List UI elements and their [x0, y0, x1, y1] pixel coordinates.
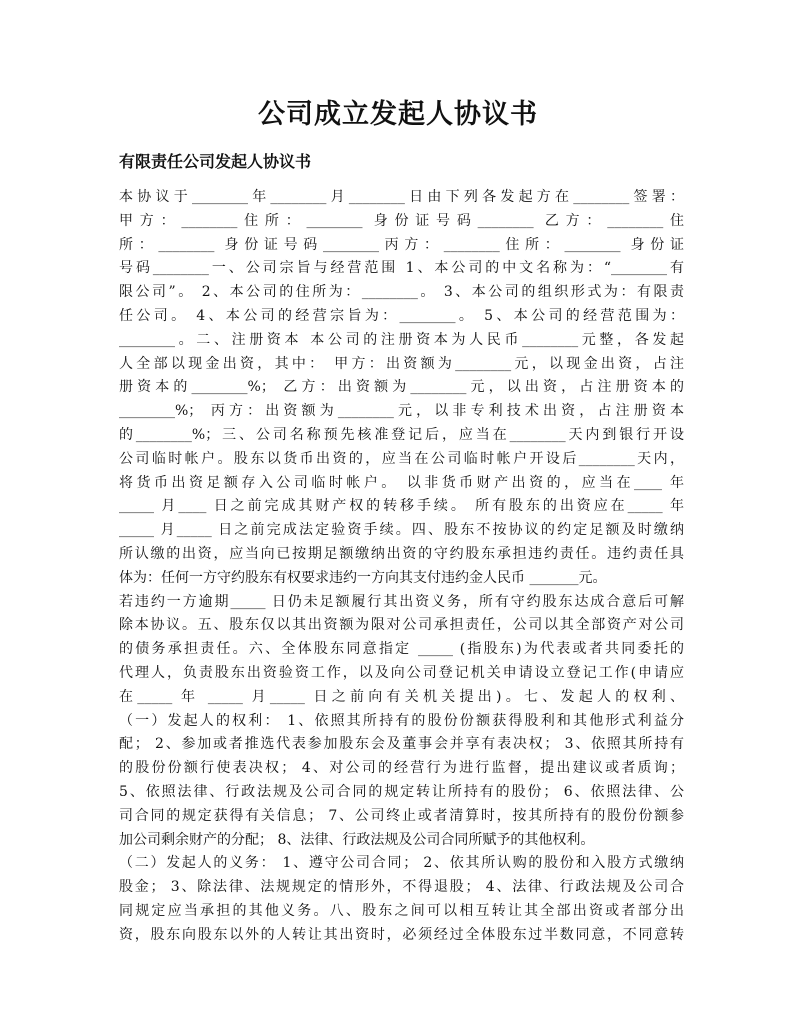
body-line: _____ 月_____ 日之前完成法定验资手续。四、股东不按协议的约定足额及时缴纳 — [119, 522, 684, 539]
body-line: （一）发起人的权利： 1、依照其所持有的股份份额获得股利和其他形式利益分 — [119, 712, 684, 729]
body-line: 所：________ 身份证号码________丙方：________住所：________ 身份证 — [119, 236, 684, 253]
body-line: 的债务承担责任。六、全体股东同意指定 _____ (指股东)为代表或者共同委托的 — [119, 641, 684, 658]
body-line: 配； 2、参加或者推选代表参加股东会及董事会并享有表决权； 3、依照其所持有 — [119, 736, 684, 753]
body-line: 本协议于________年________月________日由下列各发起方在________签署： — [119, 189, 684, 205]
body-line: ________。二、注册资本 本公司的注册资本为人民币________元整，各发起 — [119, 331, 684, 348]
body-line: 限公司”。 2、本公司的住所为：________。 3、本公司的组织形式为：有限责 — [119, 284, 684, 301]
body-line: （二）发起人的义务： 1、遵守公司合同； 2、依其所认购的股份和入股方式缴纳 — [119, 855, 684, 872]
document-body — [119, 186, 684, 948]
body-line: 5、依照法律、行政法规及公司合同的规定转让所持有的股份； 6、依照法律、公 — [119, 783, 684, 800]
body-line: 任公司。 4、本公司的经营宗旨为：________。 5、本公司的经营范围为： — [119, 307, 684, 324]
body-line: 体为：任何一方守约股东有权要求违约一方向其支付违约金人民币 _______元。 — [119, 569, 607, 586]
body-line: 股金； 3、除法律、法规规定的情形外，不得退股； 4、法律、行政法规及公司合 — [119, 879, 684, 896]
document-subtitle: 有限责任公司发起人协议书 — [119, 152, 312, 171]
body-line: ________%； 丙方：出资额为________元，以非专利技术出资，占注册资本 — [119, 403, 684, 420]
body-line: 代理人，负责股东出资验资工作，以及向公司登记机关申请设立登记工作(申请应 — [119, 664, 684, 681]
body-line: 若违约一方逾期_____ 日仍未足额履行其出资义务，所有守约股东达成合意后可解 — [119, 593, 684, 610]
body-line: 加公司剩余财产的分配； 8、法律、行政法规及公司合同所赋予的其他权利。 — [119, 831, 595, 848]
body-line: _____ 月____ 日之前完成其财产权的转移手续。 所有股东的出资应在_____ 年 — [119, 498, 684, 515]
body-line: 册资本的________%； 乙方：出资额为________元，以出资，占注册资本的 — [119, 379, 684, 396]
body-line: 司合同的规定获得有关信息； 7、公司终止或者清算时，按其所持有的股份份额参 — [119, 807, 684, 824]
document-title: 公司成立发起人协议书 — [258, 99, 538, 130]
body-line: 的股份份额行使表决权； 4、对公司的经营行为进行监督，提出建议或者质询； — [119, 760, 684, 777]
body-line: 人全部以现金出资，其中： 甲方：出资额为________元，以现金出资，占注 — [119, 355, 684, 372]
body-line: 甲方：________住所：________ 身份证号码________ 乙方：________住 — [119, 212, 684, 229]
body-line: 公司临时帐户。股东以货币出资的，应当在公司临时帐户开设后________天内， — [119, 450, 684, 467]
body-line: 的________%；三、公司名称预先核准登记后，应当在________天内到银行开设 — [119, 426, 684, 443]
body-line: 同规定应当承担的其他义务。八、股东之间可以相互转让其全部出资或者部分出 — [119, 902, 684, 919]
body-line: 所认缴的出资，应当向已按期足额缴纳出资的守约股东承担违约责任。违约责任具 — [119, 545, 684, 562]
body-line: 号码________一、公司宗旨与经营范围 1、本公司的中文名称为：“________有 — [119, 260, 684, 277]
body-line: 除本协议。五、股东仅以其出资额为限对公司承担责任，公司以其全部资产对公司 — [119, 617, 684, 634]
body-line: 资，股东向股东以外的人转让其出资时，必须经过全体股东过半数同意，不同意转 — [119, 926, 684, 943]
body-line: 在_____ 年 _____ 月_____ 日之前向有关机关提出)。七、发起人的权利、 — [119, 688, 684, 705]
body-line: 将货币出资足额存入公司临时帐户。 以非货币财产出资的，应当在____ 年 — [119, 474, 684, 491]
